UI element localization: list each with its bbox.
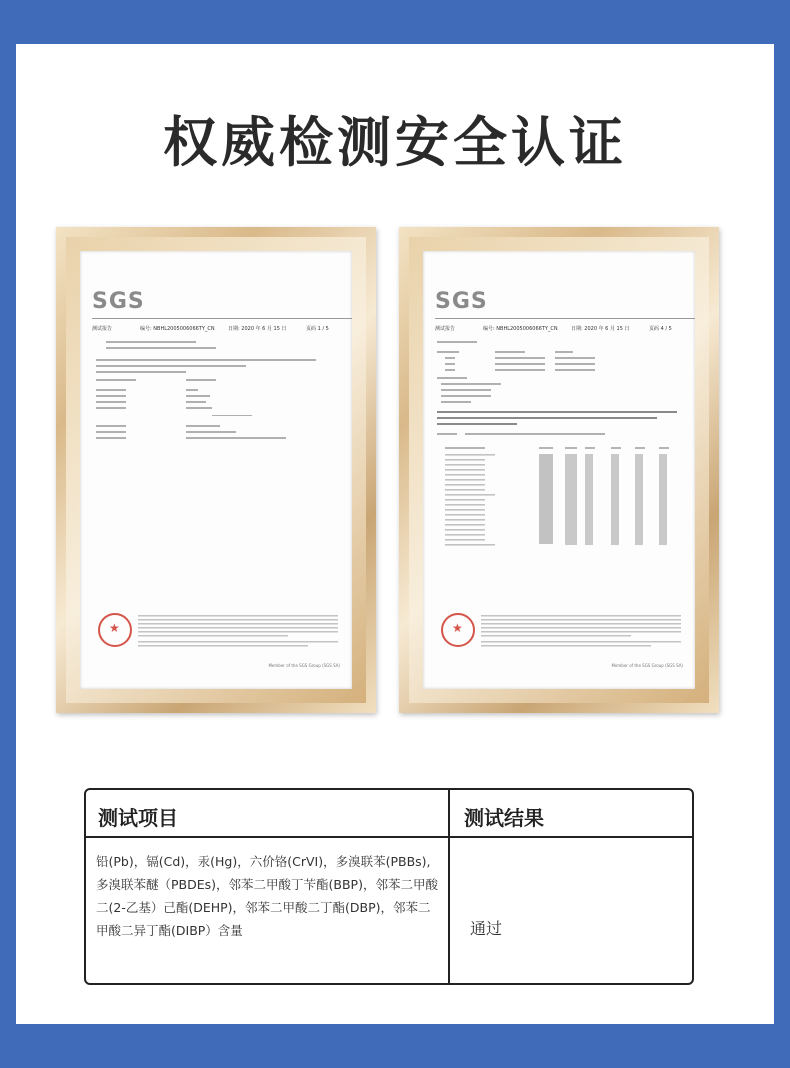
table-value-columns [563, 454, 693, 546]
report-title: 测试报告 [435, 326, 456, 332]
header-test-results: 测试结果 [464, 806, 544, 830]
header-test-items: 测试项目 [98, 806, 178, 830]
report-number: 编号: NBHL2005006066TY_CN [140, 326, 215, 332]
header-divider [435, 318, 695, 319]
report-number: 编号: NBHL2005006066TY_CN [483, 326, 558, 332]
certificate-frame-page-1 [56, 227, 376, 713]
sgs-member-note: Member of the SGS Group (SGS SA) [268, 663, 340, 668]
sample-description-text [435, 339, 695, 443]
test-items-cell: 铅(Pb)，镉(Cd)，汞(Hg)，六价铬(CrVI)，多溴联苯(PBBs),多溴联苯醚（PBDEs)，邻苯二甲酸丁苄酯(BBP)，邻苯二甲酸二(2-乙基）己酯(DEHP)，邻苯二甲酸二丁酯(DBP)，邻苯二甲酸二异丁酯(DIBP）含量 [96, 854, 438, 938]
sgs-logo: SGS [92, 289, 145, 314]
report-date: 日期: 2020 年 6 月 15 日 [571, 326, 630, 332]
header-divider [92, 318, 352, 319]
official-seal [98, 613, 132, 647]
official-seal [441, 613, 475, 647]
page-sheet [16, 44, 774, 1024]
report-page: 页码 4 / 5 [649, 326, 672, 332]
frame-inner [409, 237, 709, 703]
report-page: 页码 1 / 5 [306, 326, 329, 332]
sgs-logo: SGS [435, 289, 488, 314]
report-body-text [92, 339, 352, 459]
frame-inner [66, 237, 366, 703]
report-paper [80, 251, 352, 689]
page-headline: 权威检测安全认证 [163, 111, 627, 174]
disclaimer-text [138, 615, 352, 651]
certificate-frame-page-4 [399, 227, 719, 713]
disclaimer-text [481, 615, 695, 651]
sgs-member-note: Member of the SGS Group (SGS SA) [611, 663, 683, 668]
test-result-cell: 通过 [470, 919, 503, 938]
report-paper [423, 251, 695, 689]
column-divider [448, 790, 450, 983]
report-date: 日期: 2020 年 6 月 15 日 [228, 326, 287, 332]
report-title: 测试报告 [92, 326, 113, 332]
test-result-table [84, 788, 694, 985]
